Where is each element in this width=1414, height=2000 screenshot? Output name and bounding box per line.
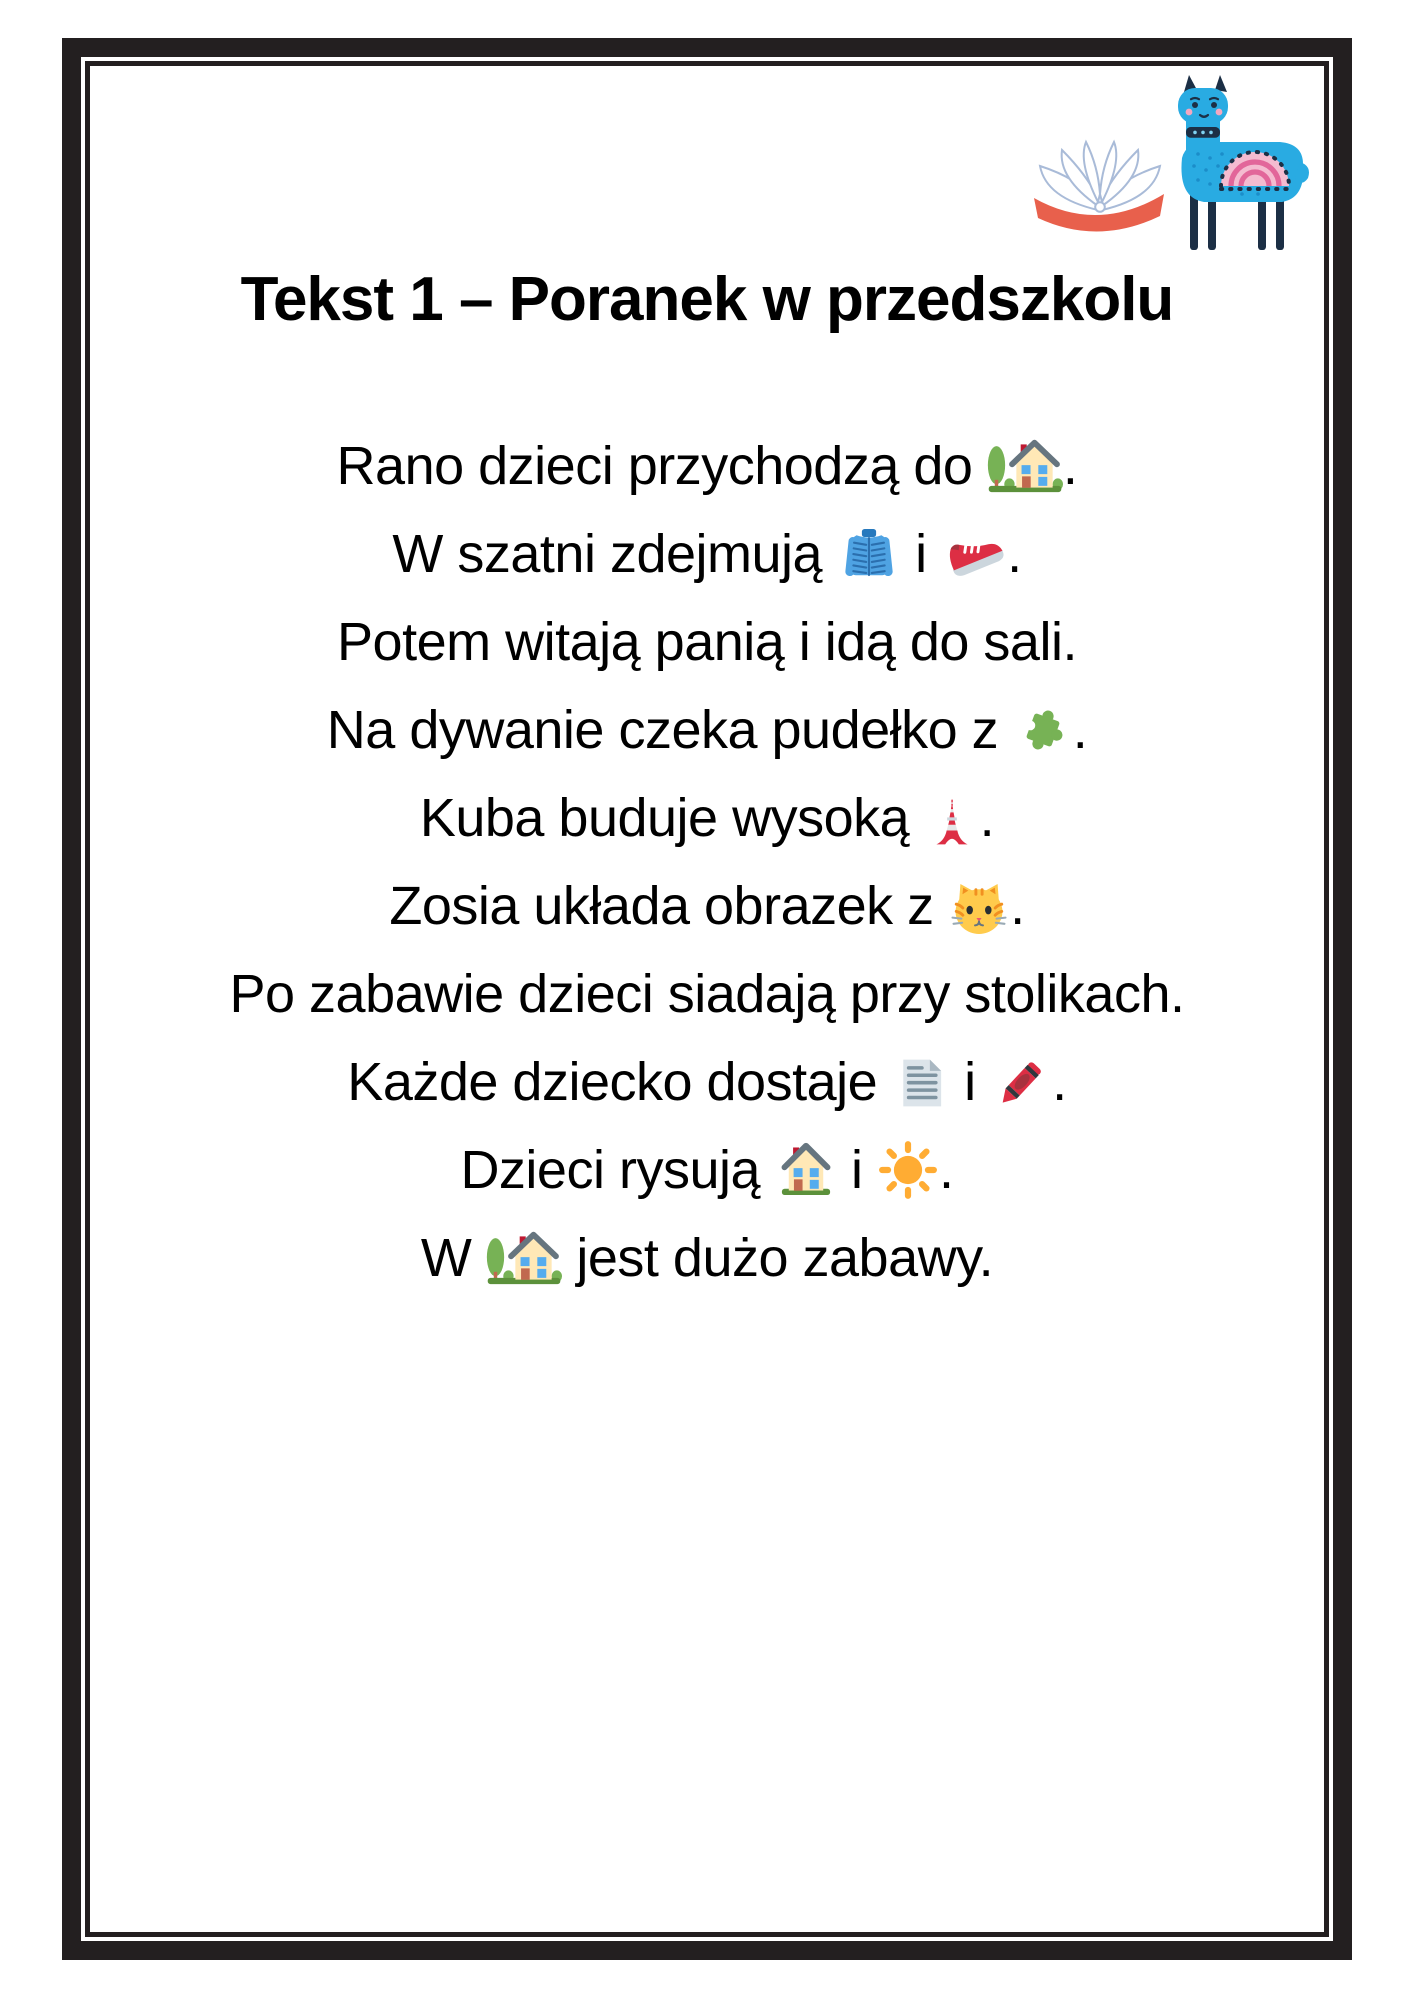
story-line: Kuba buduje wysoką . [207,774,1207,862]
red-sneaker-emoji [941,522,1007,584]
story-line: Zosia układa obrazek z . [207,862,1207,950]
llama-icon [1178,75,1309,250]
house-with-garden-emoji [987,434,1063,498]
story-line: W szatni zdejmują i . [207,510,1207,598]
blue-puffer-jacket-emoji [837,521,901,585]
page-title: Tekst 1 – Poranek w przedszkolu [240,265,1174,334]
cat-face-emoji [948,878,1010,940]
llama-book-illustration [1018,74,1318,274]
story-line: Rano dzieci przychodzą do . [336,436,1078,497]
story-line: Na dywanie czeka pudełko z . [326,700,1088,761]
red-crayon-emoji [990,1052,1052,1114]
decorative-double-border [62,38,1352,1960]
green-puzzle-piece-emoji [1013,700,1073,760]
story-line: W jest dużo zabawy. [420,1228,994,1289]
story-line: Po zabawie dzieci siadają przy stolikach. [229,964,1185,1025]
sun-emoji [877,1139,939,1201]
document-page-emoji [892,1053,950,1113]
story-text [207,422,1207,1302]
story-line: Każde dziecko dostaje i . [347,1052,1067,1113]
open-book-icon [1034,142,1164,232]
house-emoji [775,1138,837,1200]
story-line: Dzieci rysują i . [460,1140,954,1201]
house-with-garden-emoji [486,1226,562,1290]
inner-border [85,61,1329,1937]
tokyo-tower-emoji [924,784,980,858]
story-line: Potem witają panią i idą do sali. [337,612,1077,673]
